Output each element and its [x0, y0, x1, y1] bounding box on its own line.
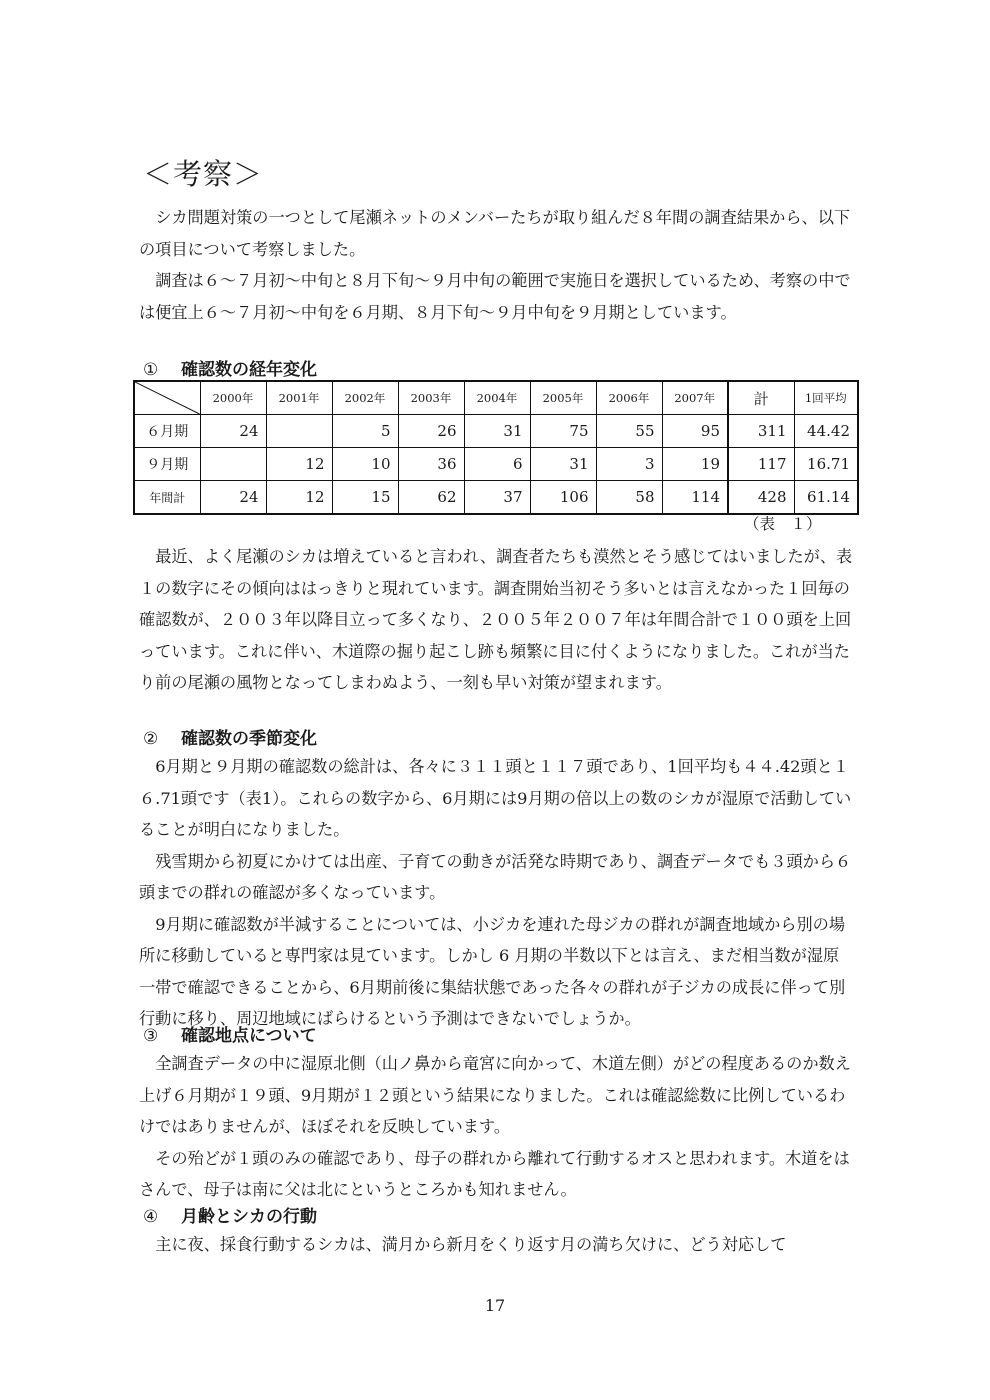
table-cell: 19 — [662, 448, 728, 481]
header-2006: 2006年 — [596, 381, 662, 415]
header-average: 1回平均 — [794, 381, 858, 415]
row-label-annual: 年間計 — [134, 481, 200, 515]
section-3-paragraph-1: 全調査データの中に湿原北側（山ノ鼻から竜宮に向かって、木道左側）がどの程度あるのか数え上げ６月期が１９頭、9月期が１２頭という結果になりました。これは確認総数に比例しているわけではありませんが、ほぼそれを反映しています。 — [139, 1054, 851, 1136]
table-cell: 95 — [662, 415, 728, 448]
section-2-title: 確認数の季節変化 — [181, 729, 317, 749]
table-cell: 5 — [332, 415, 398, 448]
table-cell: 24 — [200, 481, 266, 515]
row-label-june: ６月期 — [134, 415, 200, 448]
section-2-paragraph-3: 9月期に確認数が半減することについては、小ジカを連れた母ジカの群れが調査地域から別の場所に移動していると専門家は見ています。しかし 6 月期の半数以下とは言え、まだ相当数が湿原一帯で確認できることから、6月期前後に集結状態であった各々の群れが子ジカの成長に伴って別行動に移り、周辺地域にばらけるという予測はできないでしょうか。 — [139, 914, 846, 1028]
section-1-paragraph: 最近、よく尾瀬のシカは増えていると言われ、調査者たちも漠然とそう感じてはいましたが、表１の数字にその傾向ははっきりと現れています。調査開始当初そう多いとは言えなかった１回毎の確認数が、２００３年以降目立って多くなり、２００５年２００７年は年間合計で１００頭を上回っています。これに伴い、木道際の掘り起こし跡も頻繁に目に付くようになりました。これが当たり前の尾瀬の風物となってしまわぬよう、一刻も早い対策が望まれます。 — [139, 547, 853, 692]
table-caption: （表 １） — [744, 515, 822, 533]
table-cell: 114 — [662, 481, 728, 515]
section-1-number: ① — [143, 360, 159, 380]
section-2-number: ② — [143, 729, 159, 749]
table-cell: 3 — [596, 448, 662, 481]
table-cell: 24 — [200, 415, 266, 448]
table-cell: 12 — [266, 481, 332, 515]
table-cell-total: 117 — [728, 448, 794, 481]
table-row-september — [134, 448, 858, 481]
table-cell: 6 — [464, 448, 530, 481]
row-label-september: ９月期 — [134, 448, 200, 481]
intro-paragraph-1: シカ問題対策の一つとして尾瀬ネットのメンバーたちが取り組んだ８年間の調査結果から、以下の項目について考察しました。 — [139, 208, 851, 259]
table-cell-total: 428 — [728, 481, 794, 515]
section-3-title: 確認地点について — [181, 1026, 317, 1046]
section-2-paragraph-1: 6月期と９月期の確認数の総計は、各々に３１１頭と１１７頭であり、1回平均も４４.42頭と１６.71頭です（表1）。これらの数字から、6月期には9月期の倍以上の数のシカが湿原で活動していることが明白になりました。 — [139, 757, 852, 839]
header-2000: 2000年 — [200, 381, 266, 415]
table-cell: 10 — [332, 448, 398, 481]
table-row-june — [134, 415, 858, 448]
section-3-heading — [143, 1021, 317, 1046]
table-row-annual — [134, 481, 858, 515]
intro-paragraph-2: 調査は６～７月初～中旬と８月下旬～９月中旬の範囲で実施日を選択しているため、考察の中では便宜上６～７月初～中旬を６月期、８月下旬～９月中旬を９月期としています。 — [139, 271, 851, 322]
header-total: 計 — [728, 381, 794, 415]
table-header-row — [134, 381, 858, 415]
section-3-paragraph-2: その殆どが１頭のみの確認であり、母子の群れから離れて行動するオスと思われます。木道をはさんで、母子は南に父は北にというところかも知れません。 — [139, 1148, 850, 1199]
intro-text — [139, 202, 853, 328]
section-4-paragraph: 主に夜、採食行動するシカは、満月から新月をくり返す月の満ち欠けに、どう対応して — [155, 1235, 787, 1254]
sightings-table — [133, 380, 859, 515]
table-cell: 62 — [398, 481, 464, 515]
table-cell: 31 — [464, 415, 530, 448]
table-cell: 26 — [398, 415, 464, 448]
section-2-heading — [143, 724, 317, 749]
table-cell: 106 — [530, 481, 596, 515]
section-3-text — [139, 1048, 853, 1206]
table-cell: 12 — [266, 448, 332, 481]
section-4-heading — [143, 1202, 317, 1227]
section-2-paragraph-2: 残雪期から初夏にかけては出産、子育ての動きが活発な時期であり、調査データでも３頭から６頭までの群れの確認が多くなっています。 — [139, 851, 852, 902]
table-cell-total: 311 — [728, 415, 794, 448]
table-cell: 15 — [332, 481, 398, 515]
table-cell: 58 — [596, 481, 662, 515]
table-cell-average: 16.71 — [794, 448, 858, 481]
header-2004: 2004年 — [464, 381, 530, 415]
header-2003: 2003年 — [398, 381, 464, 415]
page-title: ＜考察＞ — [143, 157, 264, 191]
header-2005: 2005年 — [530, 381, 596, 415]
header-2001: 2001年 — [266, 381, 332, 415]
table-cell-average: 44.42 — [794, 415, 858, 448]
header-2007: 2007年 — [662, 381, 728, 415]
table-cell-average: 61.14 — [794, 481, 858, 515]
section-4-title: 月齢とシカの行動 — [181, 1207, 317, 1227]
section-1-title: 確認数の経年変化 — [181, 360, 317, 380]
table-cell: 37 — [464, 481, 530, 515]
section-1-text — [139, 541, 853, 699]
table-cell: 31 — [530, 448, 596, 481]
section-4-number: ④ — [143, 1207, 159, 1227]
section-3-number: ③ — [143, 1026, 159, 1046]
table-cell: 55 — [596, 415, 662, 448]
header-2002: 2002年 — [332, 381, 398, 415]
section-4-text — [139, 1229, 853, 1261]
section-2-text — [139, 751, 853, 1035]
section-1-heading — [143, 355, 317, 380]
table-cell: 36 — [398, 448, 464, 481]
table-cell — [200, 448, 266, 481]
table-cell — [266, 415, 332, 448]
diagonal-line — [135, 382, 200, 414]
table-corner-cell — [134, 381, 200, 415]
page-number: 17 — [484, 1296, 506, 1315]
table-cell: 75 — [530, 415, 596, 448]
